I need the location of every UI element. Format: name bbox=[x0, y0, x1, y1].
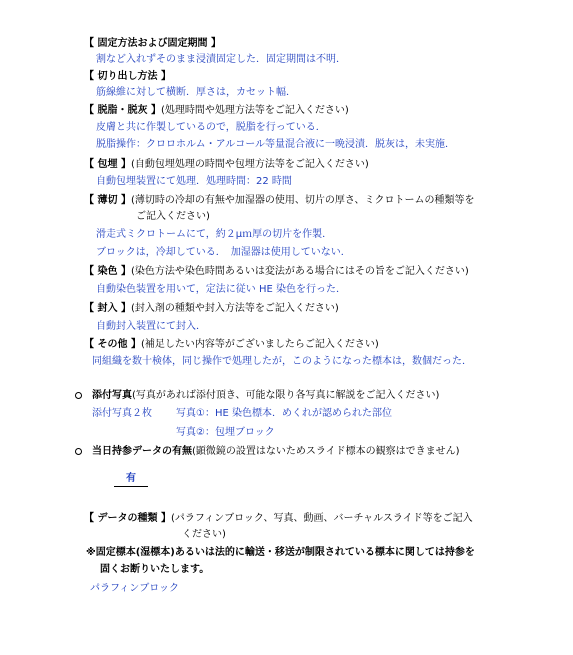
other-note: (補足したい内容等がございましたらご記入ください) bbox=[140, 339, 379, 350]
staining-line bbox=[84, 265, 469, 278]
staining-heading: 【 染色 】 bbox=[84, 266, 131, 277]
sectioning-heading: 【 薄切 】 bbox=[84, 195, 131, 206]
staining-answer: 自動染色装置を用いて，定法に従い HE 染色を行った． bbox=[96, 284, 346, 295]
warning-line-1: ※固定標本(湿標本)あるいは法的に輸送・移送が制限されている標本に関しては持参を bbox=[86, 547, 475, 558]
mounting-line bbox=[84, 302, 339, 315]
data-type-line bbox=[84, 512, 473, 525]
cutting-heading: 【 切り出し方法 】 bbox=[84, 71, 171, 82]
degreasing-heading: 【 脱脂・脱灰 】 bbox=[84, 105, 161, 116]
other-heading: 【 その他 】 bbox=[84, 339, 141, 350]
data-type-note-2: ください) bbox=[182, 529, 226, 540]
fixation-heading: 【 固定方法および固定期間 】 bbox=[84, 38, 221, 49]
sectioning-note-2: ご記入ください) bbox=[136, 211, 210, 222]
other-line bbox=[84, 338, 379, 351]
mounting-answer: 自動封入装置にて封入． bbox=[96, 321, 206, 332]
photos-heading: 添付写真 bbox=[92, 390, 132, 401]
cutting-answer: 筋線維に対して横断．厚さは，カセット幅． bbox=[96, 87, 296, 98]
data-type-note-1: (パラフィンブロック、写真、動画、バーチャルスライド等をご記入 bbox=[170, 513, 473, 524]
warning-line-2: 固くお断りいたします。 bbox=[100, 564, 210, 575]
sectioning-note-1: (薄切時の冷却の有無や加湿器の使用、切片の厚さ、ミクロトームの種類等を bbox=[130, 195, 475, 206]
other-answer: 同組織を数十検体，同じ操作で処理したが，このようになった標本は，数個だった． bbox=[92, 356, 472, 367]
mounting-heading: 【 封入 】 bbox=[84, 303, 131, 314]
photo-1-caption: 写真①：HE 染色標本．めくれが認められた部位 bbox=[176, 408, 392, 419]
staining-note: (染色方法や染色時間あるいは変法がある場合にはその旨をご記入ください) bbox=[130, 266, 469, 277]
data-line bbox=[92, 445, 460, 458]
embedding-heading: 【 包埋 】 bbox=[84, 159, 131, 170]
data-heading: 当日持参データの有無 bbox=[92, 446, 192, 457]
sectioning-answer-2: ブロックは，冷却している． 加湿器は使用していない． bbox=[96, 247, 351, 258]
mounting-note: (封入剤の種類や封入方法等をご記入ください) bbox=[130, 303, 339, 314]
degreasing-line bbox=[84, 104, 349, 117]
photos-note: (写真があれば添付頂き、可能な限り各写真に解説をご記入ください) bbox=[132, 390, 440, 401]
photos-count: 添付写真２枚 bbox=[92, 408, 152, 419]
data-answer: 有 bbox=[114, 472, 148, 487]
degreasing-note: (処理時間や処理方法等をご記入ください) bbox=[160, 105, 349, 116]
data-note: (顕微鏡の設置はないためスライド標本の観察はできません) bbox=[192, 446, 460, 457]
embedding-answer: 自動包埋装置にて処理．処理時間：22 時間 bbox=[96, 176, 292, 187]
sectioning-answer-1: 滑走式ミクロトームにて，約２μｍ厚の切片を作製． bbox=[96, 229, 333, 240]
embedding-line bbox=[84, 158, 369, 171]
data-type-heading: 【 データの種類 】 bbox=[84, 513, 171, 524]
data-type-answer: パラフィンブロック bbox=[90, 583, 179, 594]
photos-line bbox=[92, 389, 439, 402]
sectioning-line bbox=[84, 194, 474, 207]
degreasing-answer-2: 脱脂操作：クロロホルム・アルコール等量混合液に一晩浸漬．脱灰は，未実施． bbox=[96, 139, 455, 150]
fixation-answer: 割など入れずそのまま浸漬固定した．固定期間は不明． bbox=[96, 54, 346, 65]
data-bullet-icon bbox=[75, 448, 82, 455]
embedding-note: (自動包埋処理の時間や包埋方法等をご記入ください) bbox=[130, 159, 369, 170]
photos-bullet-icon bbox=[75, 392, 82, 399]
photo-2-caption: 写真②：包埋ブロック bbox=[176, 427, 275, 438]
degreasing-answer-1: 皮膚と共に作製しているので，脱脂を行っている． bbox=[96, 122, 326, 133]
